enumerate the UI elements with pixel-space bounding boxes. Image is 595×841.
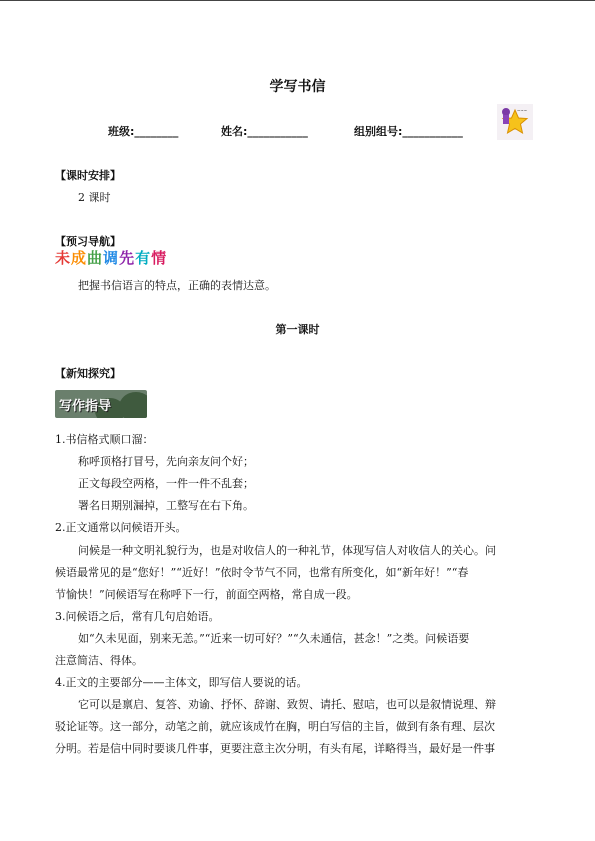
item-2-line-c: 节愉快！”问候语写在称呼下一行，前面空两格，常自成一段。	[55, 588, 358, 601]
group-label: 组别组号:	[354, 125, 403, 138]
item-4-heading: 4.正文的主要部分——主体文，即写信人要说的话。	[55, 676, 308, 689]
preview-banner-char: 情	[151, 249, 168, 267]
page-top-rule	[0, 0, 595, 1]
explore-heading: 【新知探究】	[55, 367, 121, 380]
group-field	[354, 123, 463, 139]
preview-banner	[55, 247, 167, 265]
class-field	[108, 123, 178, 139]
item-3-line-a: 如“久未见面，别来无恙。”“近来一切可好？”“久未通信，甚念！”之类。问候语要	[78, 632, 470, 645]
preview-banner-char: 曲	[87, 249, 104, 267]
name-field	[221, 123, 308, 139]
item-1-heading: 1.书信格式顺口溜：	[55, 433, 154, 446]
item-4-line-b: 驳论证等。这一部分，动笔之前，就应该成竹在胸，明白写信的主旨，做到有条有理、层次	[55, 720, 495, 733]
star-icon	[497, 104, 533, 140]
preview-banner-char: 先	[119, 249, 136, 267]
svg-text:~~~: ~~~	[517, 108, 528, 113]
item-1-line-c: 署名日期别漏掉，工整写在右下角。	[78, 499, 254, 512]
schedule-heading: 【课时安排】	[55, 169, 121, 182]
preview-heading: 【预习导航】	[55, 235, 121, 248]
item-2-line-a: 问候是一种文明礼貌行为，也是对收信人的一种礼节，体现写信人对收信人的关心。问	[78, 544, 496, 557]
item-3-heading: 3.问候语之后，常有几句启始语。	[55, 610, 220, 623]
item-4-line-c: 分明。若是信中同时要谈几件事，更要注意主次分明，有头有尾，详略得当，最好是一件事	[55, 742, 495, 755]
item-2-heading: 2.正文通常以问候语开头。	[55, 521, 187, 534]
name-label: 姓名:	[221, 125, 248, 138]
schedule-value: 2 课时	[78, 191, 111, 204]
preview-banner-char: 有	[135, 249, 152, 267]
item-1-line-b: 正文每段空两格，一件一件不乱套；	[78, 477, 254, 490]
preview-text: 把握书信语言的特点，正确的表情达意。	[78, 279, 276, 292]
name-blank: ___________	[247, 125, 308, 138]
explore-banner	[55, 390, 147, 418]
page-title: 学写书信	[269, 79, 326, 95]
group-blank: ___________	[402, 125, 463, 138]
lesson-title: 第一课时	[275, 323, 320, 336]
explore-banner-label: 写作指导	[59, 399, 112, 414]
preview-banner-char: 成	[71, 249, 88, 267]
item-4-line-a: 它可以是禀启、复答、劝谕、抒怀、辞谢、致贺、请托、慰唁，也可以是叙情说理、辩	[78, 698, 496, 711]
class-blank: ________	[134, 125, 179, 138]
preview-banner-char: 调	[103, 249, 120, 267]
preview-banner-char: 未	[55, 249, 72, 267]
item-2-line-b: 候语最常见的是“您好！”“近好！”依时令节气不同，也常有所变化，如“新年好！”“春	[55, 566, 469, 579]
item-3-line-b: 注意简洁、得体。	[55, 654, 143, 667]
class-label: 班级:	[108, 125, 135, 138]
item-1-line-a: 称呼顶格打冒号，先向亲友问个好；	[78, 455, 254, 468]
